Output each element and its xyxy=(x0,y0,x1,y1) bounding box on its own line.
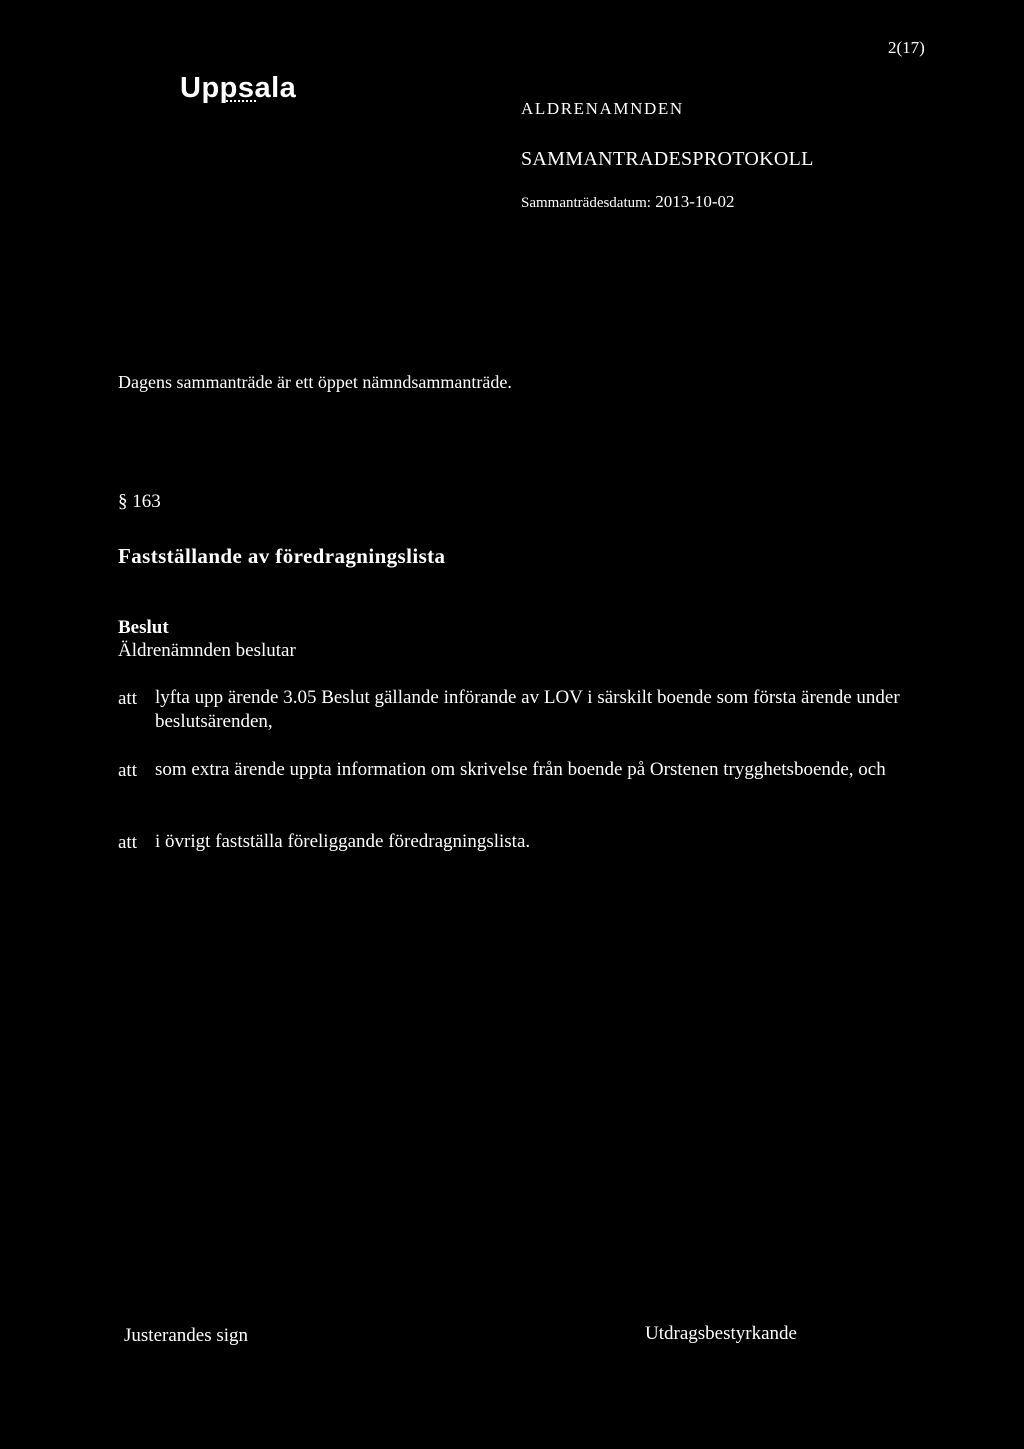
decision-subject: Äldrenämnden beslutar xyxy=(118,640,296,661)
signature-label-right: Utdragsbestyrkande xyxy=(645,1323,797,1344)
meeting-date-value: 2013-10-02 xyxy=(655,192,735,211)
clause-text: lyfta upp ärende 3.05 Beslut gällande införande av LOV i särskilt boende som första ärende under beslutsärenden, xyxy=(155,687,900,732)
clause-marker: att xyxy=(118,760,137,781)
paragraph-title: Fastställande av föredragningslista xyxy=(118,544,446,568)
clause-marker: att xyxy=(118,688,137,709)
intro-text: Dagens sammanträde är ett öppet nämndsammanträde. xyxy=(118,372,512,392)
meeting-date-label: Sammanträdesdatum: xyxy=(521,195,651,211)
clause-text: som extra ärende uppta information om skrivelse från boende på Orstenen trygghetsboende, och xyxy=(155,759,886,780)
clause-text: i övrigt fastställa föreliggande föredragningslista. xyxy=(155,831,531,852)
meeting-date xyxy=(521,192,735,212)
signature-label-left: Justerandes sign xyxy=(124,1325,249,1346)
clause-marker: att xyxy=(118,832,137,853)
logo-ornament xyxy=(222,100,256,106)
organization-name: ALDRENAMNDEN xyxy=(521,99,684,118)
uppsala-logo: Uppsala xyxy=(180,72,297,104)
decision-heading: Beslut xyxy=(118,617,169,638)
page-number: 2(17) xyxy=(888,38,925,57)
paragraph-number: § 163 xyxy=(118,491,161,512)
document-type: SAMMANTRADESPROTOKOLL xyxy=(521,148,814,170)
